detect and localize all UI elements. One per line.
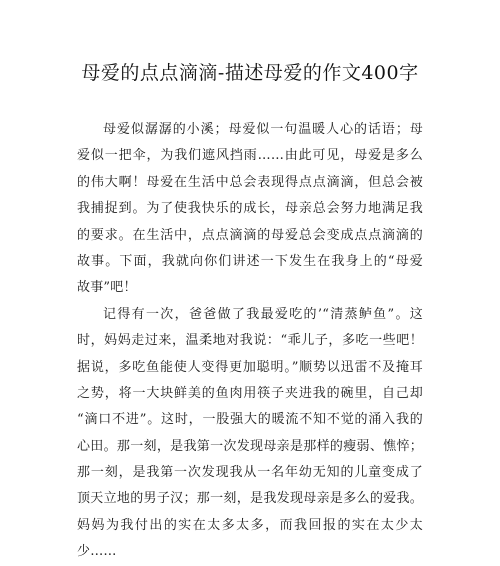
paragraph-2-line-1: 记得有一次，爸爸做了我最爱吃的’“清蒸鲈鱼”。这 [103,306,423,322]
paragraph-1-line-4: 我捕捉到。为了使我快乐的成长，母亲总会努力地满足我 [77,201,423,217]
paragraph-2-line-3: 据说，多吃鱼能使人变得更加聪明。”顺势以迅雷不及掩耳 [77,359,423,375]
paragraph-1-line-2: 爱似一把伞，为我们遮风挡雨……由此可见，母爱是多么 [77,148,423,164]
paragraph-2-line-2: 时，妈妈走过来，温柔地对我说：“乖儿子，多吃一些吧！ [77,333,423,349]
paragraph-2-line-7: 那一刻，是我第一次发现我从一名年幼无知的儿童变成了 [77,465,423,481]
paragraph-1-line-1: 母爱似潺潺的小溪；母爱似一句温暖人心的话语；母 [103,122,423,137]
paragraph-2-line-6: 心田。那一刻，是我第一次发现母亲是那样的瘦弱、憔悴； [77,438,423,454]
paragraph-2-line-8: 顶天立地的男子汉；那一刻，是我发现母亲是多么的爱我。 [77,491,423,507]
paragraph-2-line-10: 少…… [77,544,117,560]
paragraph-1-line-5: 的要求。在生活中，点点滴滴的母爱总会变成点点滴滴的 [77,227,423,243]
paragraph-1-line-3: 的伟大啊！母爱在生活中总会表现得点点滴滴，但总会被 [77,174,423,190]
paragraph-2-line-5: “滴口不进”。这时，一股强大的暖流不知不觉的涌入我的 [77,412,423,428]
document-title: 母爱的点点滴滴-描述母爱的作文400字 [81,62,419,84]
paragraph-2-line-9: 妈妈为我付出的实在太多太多，而我回报的实在太少太 [77,517,423,533]
paragraph-1-line-6: 故事。下面，我就向你们讲述一下发生在我身上的“母爱 [77,253,423,269]
paragraph-2-line-4: 之势，将一大块鲜美的鱼肉用筷子夹进我的碗里，自己却 [77,385,423,401]
document-body [77,117,423,566]
paragraph-1-line-7: 故事”吧！ [77,280,137,296]
